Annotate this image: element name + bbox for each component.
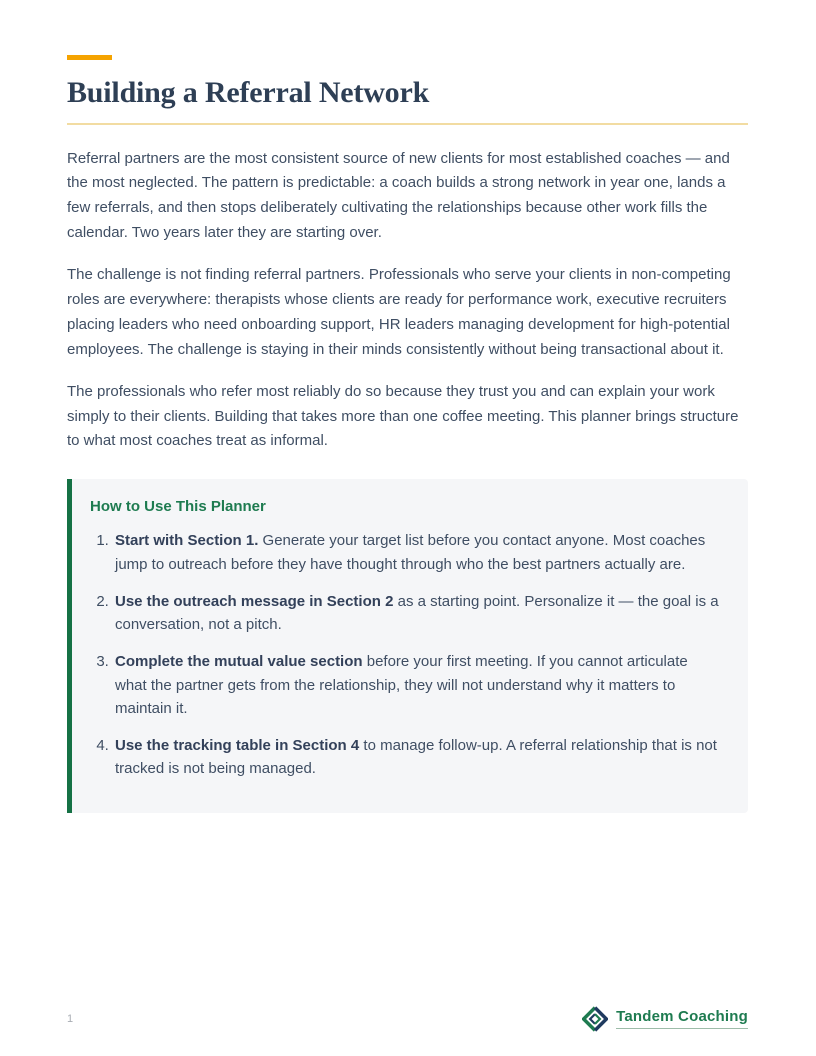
intro-paragraph: Referral partners are the most consistent source of new clients for most established coaches — and the most neglected. The pattern is predictable: a coach builds a strong network in year one, lands a few referrals, and then stops deliberately cultivating the relationships because other work fills the calendar. Two years later they are starting over. (67, 149, 730, 242)
callout-list (90, 529, 722, 780)
list-item-lead: Use the tracking table in Section 4 (115, 737, 360, 755)
page-footer (67, 1006, 748, 1032)
callout-heading: How to Use This Planner (90, 498, 266, 516)
tandem-diamond-icon (582, 1006, 608, 1032)
title-divider (67, 123, 748, 125)
list-item (113, 734, 722, 781)
list-item-text: as a starting point. Personalize it — the goal is a conversation, not a pitch. (115, 592, 719, 634)
intro-section (67, 147, 748, 455)
list-item (113, 650, 722, 720)
list-item-lead: Complete the mutual value section (115, 653, 363, 671)
list-item-lead: Start with Section 1. (115, 532, 259, 550)
accent-bar (67, 55, 112, 60)
list-item-lead: Use the outreach message in Section 2 (115, 592, 394, 610)
list-item (113, 529, 722, 576)
list-item-text: before your first meeting. If you cannot articulate what the partner gets from the relationship, they will not understand why it matters to maintain it. (115, 653, 688, 717)
list-item-text: to manage follow-up. A referral relationship that is not tracked is not being managed. (115, 737, 717, 778)
brand-logo (582, 1006, 748, 1032)
page-title: Building a Referral Network (67, 76, 430, 109)
brand-name: Tandem Coaching (616, 1009, 748, 1029)
list-item (113, 590, 722, 637)
intro-paragraph: The challenge is not finding referral partners. Professionals who serve your clients in non-competing roles are everywhere: therapists whose clients are ready for performance work, executive recruiters placing leaders who need onboarding support, HR leaders managing development for high-potential employees. The challenge is staying in their minds consistently without being transactional about it. (67, 266, 731, 358)
list-item-text: Generate your target list before you contact anyone. Most coaches jump to outreach before they have thought through who the best partners actually are. (115, 532, 706, 573)
intro-paragraph: The professionals who refer most reliably do so because they trust you and can explain your work simply to their clients. Building that takes more than one coffee meeting. This planner brings structure to what most coaches treat as informal. (67, 382, 739, 450)
how-to-use-callout (67, 479, 748, 812)
page-number: 1 (67, 1013, 74, 1025)
